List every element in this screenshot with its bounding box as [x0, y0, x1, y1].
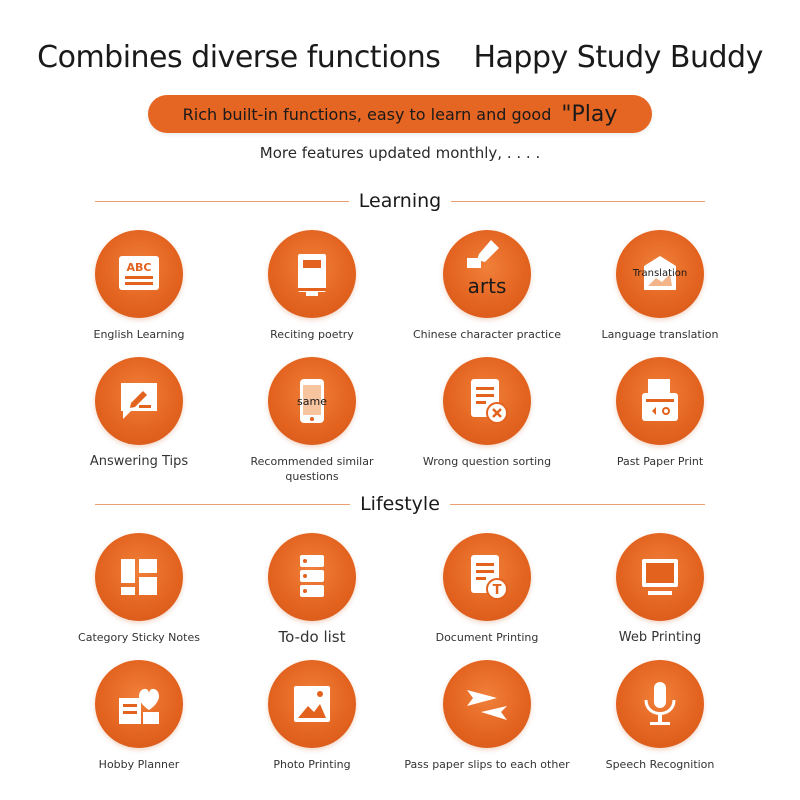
- feature-banner: [148, 95, 652, 133]
- section-learning: [95, 186, 705, 216]
- feature-past-paper-print[interactable]: [575, 357, 745, 469]
- divider-line: [95, 201, 349, 202]
- headline: [0, 40, 800, 75]
- monitor-icon: [616, 533, 704, 621]
- divider-line: [450, 504, 705, 505]
- feature-photo-printing[interactable]: [227, 660, 397, 772]
- feature-web-printing[interactable]: [575, 533, 745, 645]
- feature-wrong-question-sorting[interactable]: [402, 357, 572, 469]
- feature-language-translation[interactable]: [575, 230, 745, 342]
- feature-label: English Learning: [93, 328, 185, 341]
- feature-document-printing[interactable]: [402, 533, 572, 645]
- microphone-icon: [616, 660, 704, 748]
- planner-heart-icon: [95, 660, 183, 748]
- banner-text: Rich built-in functions, easy to learn and good: [182, 104, 552, 124]
- feature-pass-paper-slips[interactable]: [402, 660, 572, 772]
- brush-icon: [443, 230, 531, 318]
- abc-board-icon: [95, 230, 183, 318]
- feature-answering-tips[interactable]: [54, 357, 224, 469]
- swap-arrows-icon: [443, 660, 531, 748]
- feature-label: Language translation: [601, 328, 719, 341]
- feature-label: Past Paper Print: [616, 455, 704, 468]
- svg-text:T: T: [492, 583, 502, 598]
- translation-icon-text: Translation: [632, 268, 688, 279]
- translation-icon: [616, 230, 704, 318]
- headline-left: Combines diverse functions: [37, 40, 441, 75]
- phone-icon: [268, 357, 356, 445]
- grid-notes-icon: [95, 533, 183, 621]
- photo-icon: [268, 660, 356, 748]
- feature-to-do-list[interactable]: [227, 533, 397, 645]
- section-learning-label: Learning: [358, 190, 442, 212]
- feature-category-sticky-notes[interactable]: [54, 533, 224, 645]
- divider-line: [451, 201, 705, 202]
- divider-line: [95, 504, 350, 505]
- feature-label: Category Sticky Notes: [78, 631, 200, 644]
- headline-right: Happy Study Buddy: [473, 40, 763, 75]
- printer-icon: [616, 357, 704, 445]
- feature-speech-recognition[interactable]: [575, 660, 745, 772]
- feature-label: Document Printing: [435, 631, 539, 644]
- feature-label: Speech Recognition: [605, 758, 715, 771]
- feature-label: Pass paper slips to each other: [404, 758, 570, 771]
- section-lifestyle: [95, 489, 705, 519]
- feature-english-learning[interactable]: [54, 230, 224, 342]
- feature-label: Reciting poetry: [270, 328, 354, 341]
- feature-label: Recommended similar questions: [250, 455, 374, 483]
- feature-label: Web Printing: [618, 630, 702, 645]
- feature-label: Photo Printing: [273, 758, 351, 771]
- brush-icon-text: arts: [467, 274, 507, 298]
- list-icon: [268, 533, 356, 621]
- banner-play: "Play: [561, 101, 618, 127]
- section-lifestyle-label: Lifestyle: [360, 493, 440, 515]
- doc-error-icon: [443, 357, 531, 445]
- chat-edit-icon: [95, 357, 183, 445]
- phone-icon-text: same: [297, 395, 327, 408]
- subline: More features updated monthly, . . . .: [259, 144, 541, 162]
- doc-text-icon: [443, 533, 531, 621]
- book-icon: [268, 230, 356, 318]
- abc-icon-text: ABC: [126, 261, 152, 274]
- feature-label: To-do list: [278, 628, 346, 646]
- feature-label: Hobby Planner: [98, 758, 180, 771]
- feature-hobby-planner[interactable]: [54, 660, 224, 772]
- feature-label: Wrong question sorting: [422, 455, 552, 468]
- feature-chinese-character-practice[interactable]: [402, 230, 572, 342]
- feature-reciting-poetry[interactable]: [227, 230, 397, 342]
- feature-label: Answering Tips: [89, 454, 189, 469]
- feature-recommended-similar-questions[interactable]: [227, 357, 397, 484]
- feature-label: Chinese character practice: [412, 328, 562, 341]
